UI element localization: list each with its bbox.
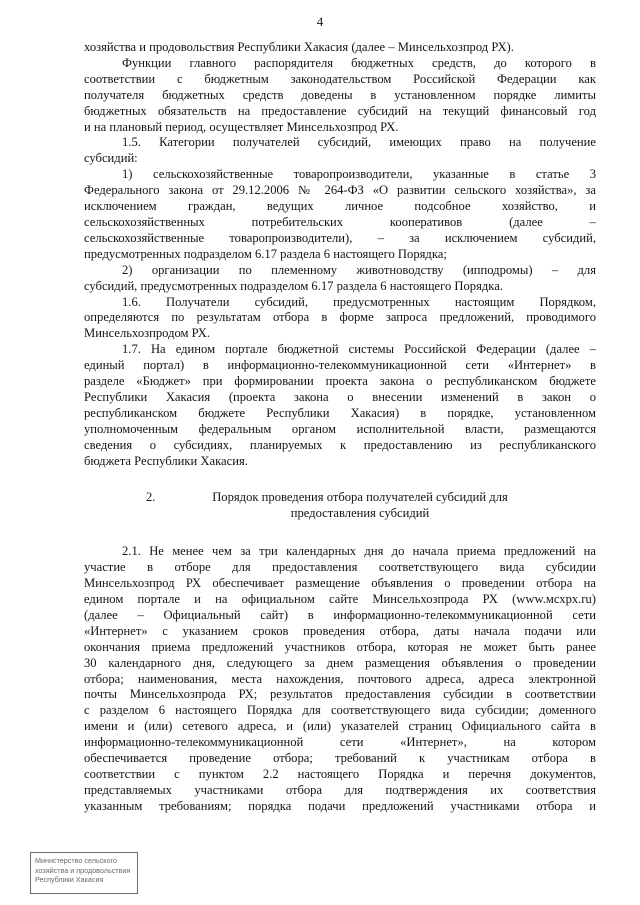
text-line: обеспечивается проведение отбора; требований к участникам отбора в [84,751,596,766]
stamp-line: Министерство сельского [35,856,117,865]
text-line: указанным требованиям; порядка подачи предложений участниками отбора и [84,798,596,813]
document-stamp [30,852,138,894]
text-line: предусмотренных подразделом 6.17 раздела 6 настоящего Порядка; [84,246,447,261]
text-line: едином портале и на официальном сайте Минсельхозпрода РХ (www.мсхрх.ru) [84,592,596,606]
text-line: получателя бюджетных средств доведены в установленном порядке лимиты [84,87,596,102]
text-line: Минсельхозпродом РХ. [84,326,211,341]
text-line: исключением граждан, ведущих личное подсобное хозяйство, и [84,199,596,214]
text-line: с разделом 6 настоящего Порядка для соответствующего вида субсидии; доменного [84,703,596,718]
paragraph [84,56,596,136]
section-heading [84,490,596,522]
text-line: 1.5. Категории получателей субсидий, имеющих право на получение [122,135,596,150]
text-line: соответствии с бюджетным законодательством Российской Федерации как [84,71,596,86]
text-line: сведения о субсидиях, планируемых к предоставлению из республиканского [84,437,596,452]
section-title-line-1: Порядок проведения отбора получателей субсидий для [212,490,508,505]
paragraphs-after-heading [84,544,596,814]
text-line: 2.1. Не менее чем за три календарных дня до начала приема предложений на [122,544,596,559]
text-line: соответствии с пунктом 2.2 настоящего Порядка и перечня документов, [84,766,596,781]
text-line: бюджетных обязательств на предоставление субсидий на текущий финансовый год [84,103,596,118]
text-line: Минсельхозпрод РХ обеспечивает размещение объявления о проведении отбора на [84,576,596,591]
paragraph [84,263,596,295]
document-body [84,40,596,815]
section-title-line-2: предоставления субсидий [290,506,430,521]
text-line: 1.6. Получатели субсидий, предусмотренных настоящим Порядком, [122,294,596,309]
text-line: окончания приема предложений участников отбора, которая не может быть ранее [84,639,596,654]
stamp-line: хозяйства и продовольствия [35,865,131,875]
text-line: 30 календарного дня, следующего за днем размещения объявления о проведении [84,655,596,670]
paragraph [84,135,596,167]
text-line: отбора; наименования, места нахождения, почтового адреса, адреса электронной [84,671,596,686]
text-line: единый портал) в информационно-телекоммуникационной сети «Интернет» в [84,358,596,373]
section-number: 2. [146,490,156,505]
paragraph [84,40,596,56]
text-line: «Интернет» с указанием сроков проведения отбора, даты начала подачи или [84,623,596,638]
text-line: и на плановый период, осуществляет Минсельхозпрод РХ. [84,119,399,134]
paragraphs-before-heading [84,40,596,469]
paragraph [84,167,596,262]
text-line: определяются по результатам отбора в форме запроса предложений, проводимого [84,310,596,325]
text-line: хозяйства и продовольствия Республики Хакасия (далее – Минсельхозпрод РХ). [84,40,514,54]
text-line: информационно-телекоммуникационной сети «Интернет», на котором [84,735,596,750]
text-line: представляемых участниками отбора для подтверждения их соответствия [84,782,596,797]
text-line: 1) сельскохозяйственные товаропроизводители, указанные в статье 3 [122,167,596,182]
text-line: уполномоченным федеральным органом исполнительной власти, размещаются [84,421,596,436]
paragraph [84,295,596,343]
text-line: субсидий: [84,151,138,166]
text-line: республиканском бюджете Республики Хакасия) в порядке, установленном [84,405,596,420]
page-number: 4 [316,14,324,29]
text-line: Федерального закона от 29.12.2006 № 264-ФЗ «О развитии сельского хозяйства», за [84,183,596,198]
text-line: сельскохозяйственных потребительских кооперативов (далее – [84,214,596,229]
text-line: субсидий, предусмотренных подразделом 6.17 раздела 6 настоящего Порядка. [84,278,503,293]
text-line: 1.7. На едином портале бюджетной системы Российской Федерации (далее – [122,342,596,357]
text-line: сельскохозяйственные товаропроизводители), – за исключением субсидий, [84,230,596,245]
text-line: почты Минсельхозпрода РХ; результатов предоставления субсидии в соответствии [84,687,596,702]
paragraph [84,544,596,814]
text-line: разделе «Бюджет» при формировании проекта закона о республиканском бюджете [84,374,596,389]
text-line: (далее – Официальный сайт) в информационно-телекоммуникационной сети [84,607,596,622]
text-line: имени и (или) сетевого адреса, и (или) указателей страниц Официального сайта в [84,719,596,734]
text-line: Функции главного распорядителя бюджетных средств, до которого в [122,55,596,70]
text-line: 2) организации по племенному животноводству (ипподромы) – для [122,262,596,277]
paragraph [84,342,596,469]
text-line: Республики Хакасия (проекта закона о внесении изменений в закон о [84,389,596,404]
stamp-line: Республики Хакасия [35,875,104,884]
text-line: участие в отборе для предоставления соответствующего вида субсидии [84,560,596,575]
text-line: бюджета Республики Хакасия. [84,453,248,468]
